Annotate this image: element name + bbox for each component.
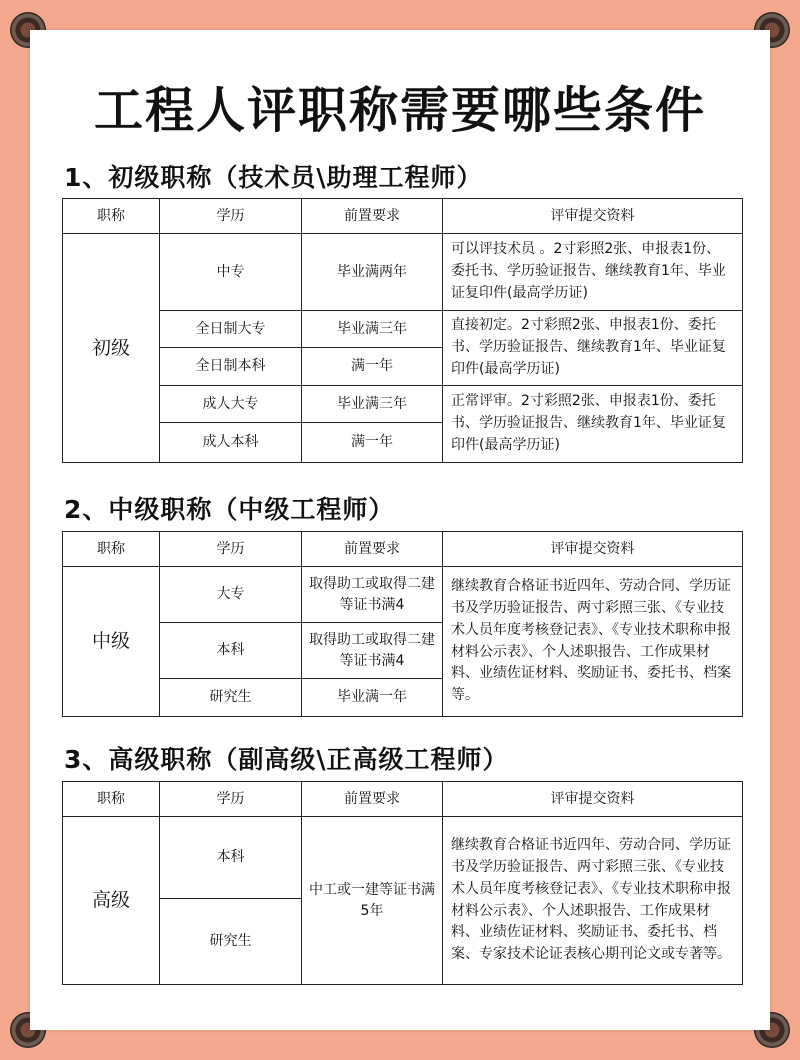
header-title: 职称 [63,199,160,234]
education-cell: 全日制本科 [160,348,302,386]
materials-cell: 正常评审。2寸彩照2张、申报表1份、委托书、学历验证报告、继续教育1年、毕业证复印件(最高学历证) [443,386,743,463]
header-education: 学历 [160,199,302,234]
level-cell: 初级 [63,234,160,463]
header-title: 职称 [63,782,160,817]
header-education: 学历 [160,532,302,567]
header-title: 职称 [63,532,160,567]
table-row [63,567,743,623]
section-title-senior: 3、高级职称（副高级\正高级工程师） [64,745,509,774]
requirement-cell: 毕业满一年 [302,679,443,717]
education-cell: 研究生 [160,899,302,985]
materials-cell: 可以评技术员 。2寸彩照2张、申报表1份、委托书、学历验证报告、继续教育1年、毕业证复印件(最高学历证) [443,234,743,311]
table-senior [62,781,743,985]
requirement-cell: 满一年 [302,348,443,386]
table-header-row [63,532,743,567]
education-cell: 大专 [160,567,302,623]
materials-cell: 继续教育合格证书近四年、劳动合同、学历证书及学历验证报告、两寸彩照三张、《专业技术人员年度考核登记表》、《专业技术职称申报材料公示表》、个人述职报告、工作成果材料、业绩佐证材料、奖励证书、委托书、档案等。 [443,567,743,717]
requirement-cell: 毕业满两年 [302,234,443,311]
table-row [63,311,743,348]
materials-cell: 直接初定。2寸彩照2张、申报表1份、委托书、学历验证报告、继续教育1年、毕业证复印件(最高学历证) [443,311,743,386]
requirement-cell: 中工或一建等证书满5年 [302,817,443,985]
education-cell: 成人本科 [160,423,302,463]
table-junior [62,198,743,463]
requirement-cell: 满一年 [302,423,443,463]
section-title-junior: 1、初级职称（技术员\助理工程师） [64,163,483,192]
requirement-cell: 取得助工或取得二建等证书满4 [302,623,443,679]
level-cell: 中级 [63,567,160,717]
education-cell: 研究生 [160,679,302,717]
table-row [63,234,743,311]
header-materials: 评审提交资料 [443,532,743,567]
materials-cell: 继续教育合格证书近四年、劳动合同、学历证书及学历验证报告、两寸彩照三张、《专业技术人员年度考核登记表》、《专业技术职称申报材料公示表》、个人述职报告、工作成果材料、业绩佐证材料、奖励证书、委托书、档案、专家技术论证表核心期刊论文或专著等。 [443,817,743,985]
education-cell: 本科 [160,817,302,899]
header-materials: 评审提交资料 [443,199,743,234]
table-header-row [63,199,743,234]
header-prerequisite: 前置要求 [302,199,443,234]
requirement-cell: 毕业满三年 [302,386,443,423]
education-cell: 全日制大专 [160,311,302,348]
level-cell: 高级 [63,817,160,985]
table-row [63,386,743,423]
page-title: 工程人评职称需要哪些条件 [93,82,706,139]
header-materials: 评审提交资料 [443,782,743,817]
header-prerequisite: 前置要求 [302,782,443,817]
header-education: 学历 [160,782,302,817]
table-row [63,817,743,899]
requirement-cell: 取得助工或取得二建等证书满4 [302,567,443,623]
education-cell: 成人大专 [160,386,302,423]
requirement-cell: 毕业满三年 [302,311,443,348]
table-intermediate [62,531,743,717]
header-prerequisite: 前置要求 [302,532,443,567]
education-cell: 中专 [160,234,302,311]
table-header-row [63,782,743,817]
section-title-intermediate: 2、中级职称（中级工程师） [64,495,395,524]
education-cell: 本科 [160,623,302,679]
